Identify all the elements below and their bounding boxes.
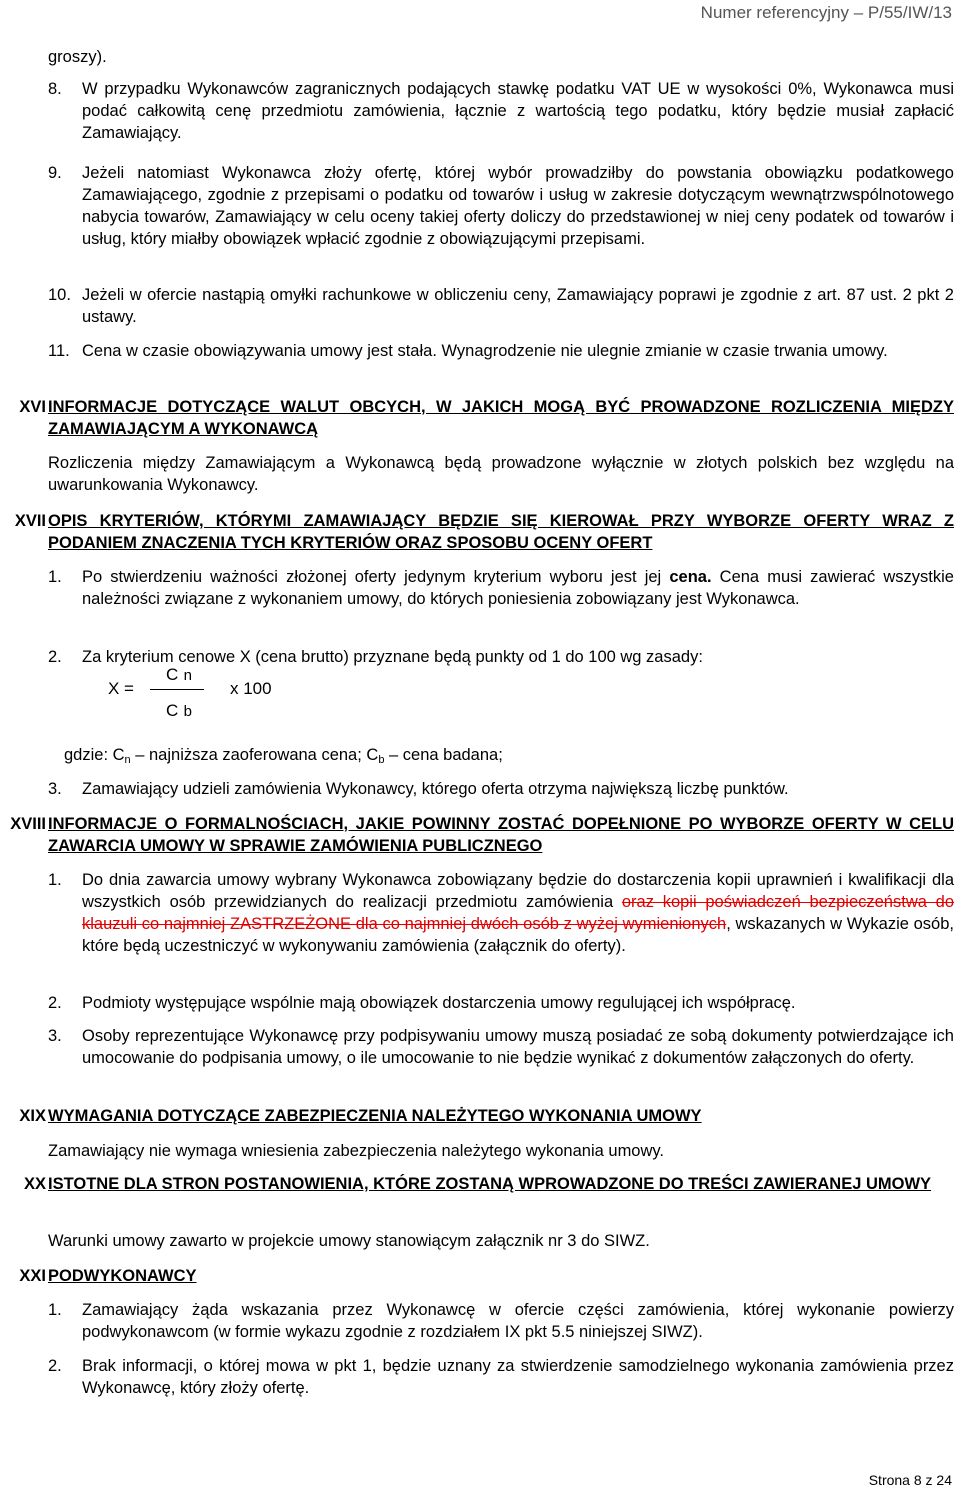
- item-number: 1.: [48, 568, 62, 586]
- fraction-bar: [150, 689, 204, 690]
- intro-text: groszy).: [48, 48, 107, 66]
- section-title: INFORMACJE O FORMALNOŚCIACH, JAKIE POWINNY ZOSTAĆ DOPEŁNIONE PO WYBORZE OFERTY W CELU ZAWARCIA UMOWY W SPRAWIE ZAMÓWIENIA PUBLICZNEGO: [48, 815, 954, 855]
- section-number: XX: [23, 1175, 46, 1193]
- item-number: 1.: [48, 1301, 62, 1319]
- item-number: 2.: [48, 994, 62, 1012]
- section-text: Zamawiający nie wymaga wniesienia zabezpieczenia należytego wykonania umowy.: [48, 1142, 665, 1160]
- item-number: 2.: [48, 1357, 62, 1375]
- section-text: Rozliczenia między Zamawiającym a Wykonawcą będą prowadzone wyłącznie w złotych polskich bez względu na uwarunkowania Wykonawcy.: [48, 454, 954, 494]
- item-text: Po stwierdzeniu ważności złożonej oferty jedynym kryterium wyboru jest jej cena. Cena musi zawierać wszystkie należności związane z wykonaniem umowy, do których poniesienia zobowiązany jest Wykonawca.: [82, 568, 954, 608]
- section-number: XVIII: [10, 815, 46, 833]
- item-text: W przypadku Wykonawców zagranicznych podających stawkę podatku VAT UE w wysokości 0%, Wykonawca musi podać całkowitą cenę przedmiotu zamówienia, łącznie z wartością tego podatku, który będzie musiał zapłacić Zamawiający.: [82, 80, 954, 142]
- section-number: XXI: [19, 1267, 46, 1285]
- section-number: XVII: [14, 512, 46, 530]
- section-number: XIX: [19, 1107, 46, 1125]
- formula-denominator: C b: [166, 701, 192, 720]
- item-number: 1.: [48, 871, 62, 889]
- item-text: Za kryterium cenowe X (cena brutto) przyznane będą punkty od 1 do 100 wg zasady:: [82, 648, 703, 666]
- section-title: ISTOTNE DLA STRON POSTANOWIENIA, KTÓRE ZOSTANĄ WPROWADZONE DO TREŚCI ZAWIERANEJ UMOWY: [48, 1175, 932, 1193]
- item-text: Zamawiający udzieli zamówienia Wykonawcy, którego oferta otrzyma największą liczbę punktów.: [82, 780, 789, 798]
- deleted-text: oraz kopii poświadczeń bezpieczeństwa do klauzuli co najmniej ZASTRZEŻONE dla co najmniej dwóch osób z wyżej wymienionych: [82, 893, 954, 933]
- page-number: Strona 8 z 24: [868, 1472, 952, 1488]
- item-number: 8.: [48, 80, 62, 98]
- item-text: Jeżeli w ofercie nastąpią omyłki rachunkowe w obliczeniu ceny, Zamawiający poprawi je zgodnie z art. 87 ust. 2 pkt 2 ustawy.: [82, 286, 954, 326]
- item-text: Jeżeli natomiast Wykonawca złoży ofertę, której wybór prowadziłby do powstania obowiązku podatkowego Zamawiającego, zgodnie z przepisami o podatku od towarów i usług w zakresie dotyczącym wewnątrzwspólnotowego nabycia towarów, Zamawiający w celu oceny takiej oferty doliczy do przedstawionej w niej ceny podatek od towarów i usług, który miałby obowiązek wpłacić zgodnie z obowiązującymi przepisami.: [82, 164, 954, 248]
- item-number: 11.: [48, 342, 70, 360]
- formula-x: X =: [108, 679, 134, 698]
- item-number: 3.: [48, 1027, 62, 1045]
- formula-numerator: C n: [166, 665, 192, 684]
- document-reference: Numer referencyjny – P/55/IW/13: [700, 3, 952, 22]
- item-text: Cena w czasie obowiązywania umowy jest stała. Wynagrodzenie nie ulegnie zmianie w czasie trwania umowy.: [82, 342, 888, 360]
- section-title: PODWYKONAWCY: [48, 1267, 197, 1285]
- item-number: 10.: [48, 286, 71, 304]
- section-title: INFORMACJE DOTYCZĄCE WALUT OBCYCH, W JAKICH MOGĄ BYĆ PROWADZONE ROZLICZENIA MIĘDZY ZAMAWIAJĄCYM A WYKONAWCĄ: [48, 398, 954, 438]
- item-text: Zamawiający żąda wskazania przez Wykonawcę w ofercie części zamówienia, której wykonanie powierzy podwykonawcom (w formie wykazu zgodnie z rozdziałem IX pkt 5.5 niniejszej SIWZ).: [82, 1301, 954, 1341]
- section-title: WYMAGANIA DOTYCZĄCE ZABEZPIECZENIA NALEŻYTEGO WYKONANIA UMOWY: [48, 1107, 702, 1125]
- item-text: Do dnia zawarcia umowy wybrany Wykonawca zobowiązany będzie do dostarczenia kopii uprawnień i kwalifikacji dla wszystkich osób przewidzianych do realizacji przedmiotu zamówienia oraz kopii poświadczeń bezpieczeństwa do klauzuli co najmniej ZASTRZEŻONE dla co najmniej dwóch osób z wyżej wymienionych, wskazanych w Wykazie osób, które będą uczestniczyć w wykonywaniu zamówienia (załącznik do oferty).: [82, 871, 954, 955]
- item-number: 3.: [48, 780, 62, 798]
- section-number: XVI: [19, 398, 46, 416]
- section-title: OPIS KRYTERIÓW, KTÓRYMI ZAMAWIAJĄCY BĘDZIE SIĘ KIEROWAŁ PRZY WYBORZE OFERTY WRAZ Z PODANIEM ZNACZENIA TYCH KRYTERIÓW ORAZ SPOSOBU OCENY OFERT: [48, 512, 954, 552]
- item-number: 9.: [48, 164, 62, 182]
- item-number: 2.: [48, 648, 62, 666]
- item-text: Osoby reprezentujące Wykonawcę przy podpisywaniu umowy muszą posiadać ze sobą dokumenty potwierdzające ich umocowanie do podpisania umowy, o ile umocowanie to nie będzie wynikać z dokumentów załączonych do oferty.: [82, 1027, 954, 1067]
- formula-multiplier: x 100: [230, 679, 272, 698]
- item-text: Brak informacji, o której mowa w pkt 1, będzie uznany za stwierdzenie samodzielnego wykonania zamówienia przez Wykonawcę, który złoży ofertę.: [82, 1357, 954, 1397]
- formula-legend: gdzie: $C_n$ – najniższa zaoferowana cena; $C_b$ – cena badana;: [64, 746, 503, 766]
- item-text: Podmioty występujące wspólnie mają obowiązek dostarczenia umowy regulującej ich współpracę.: [82, 994, 796, 1012]
- section-text: Warunki umowy zawarto w projekcie umowy stanowiącym załącznik nr 3 do SIWZ.: [48, 1232, 650, 1250]
